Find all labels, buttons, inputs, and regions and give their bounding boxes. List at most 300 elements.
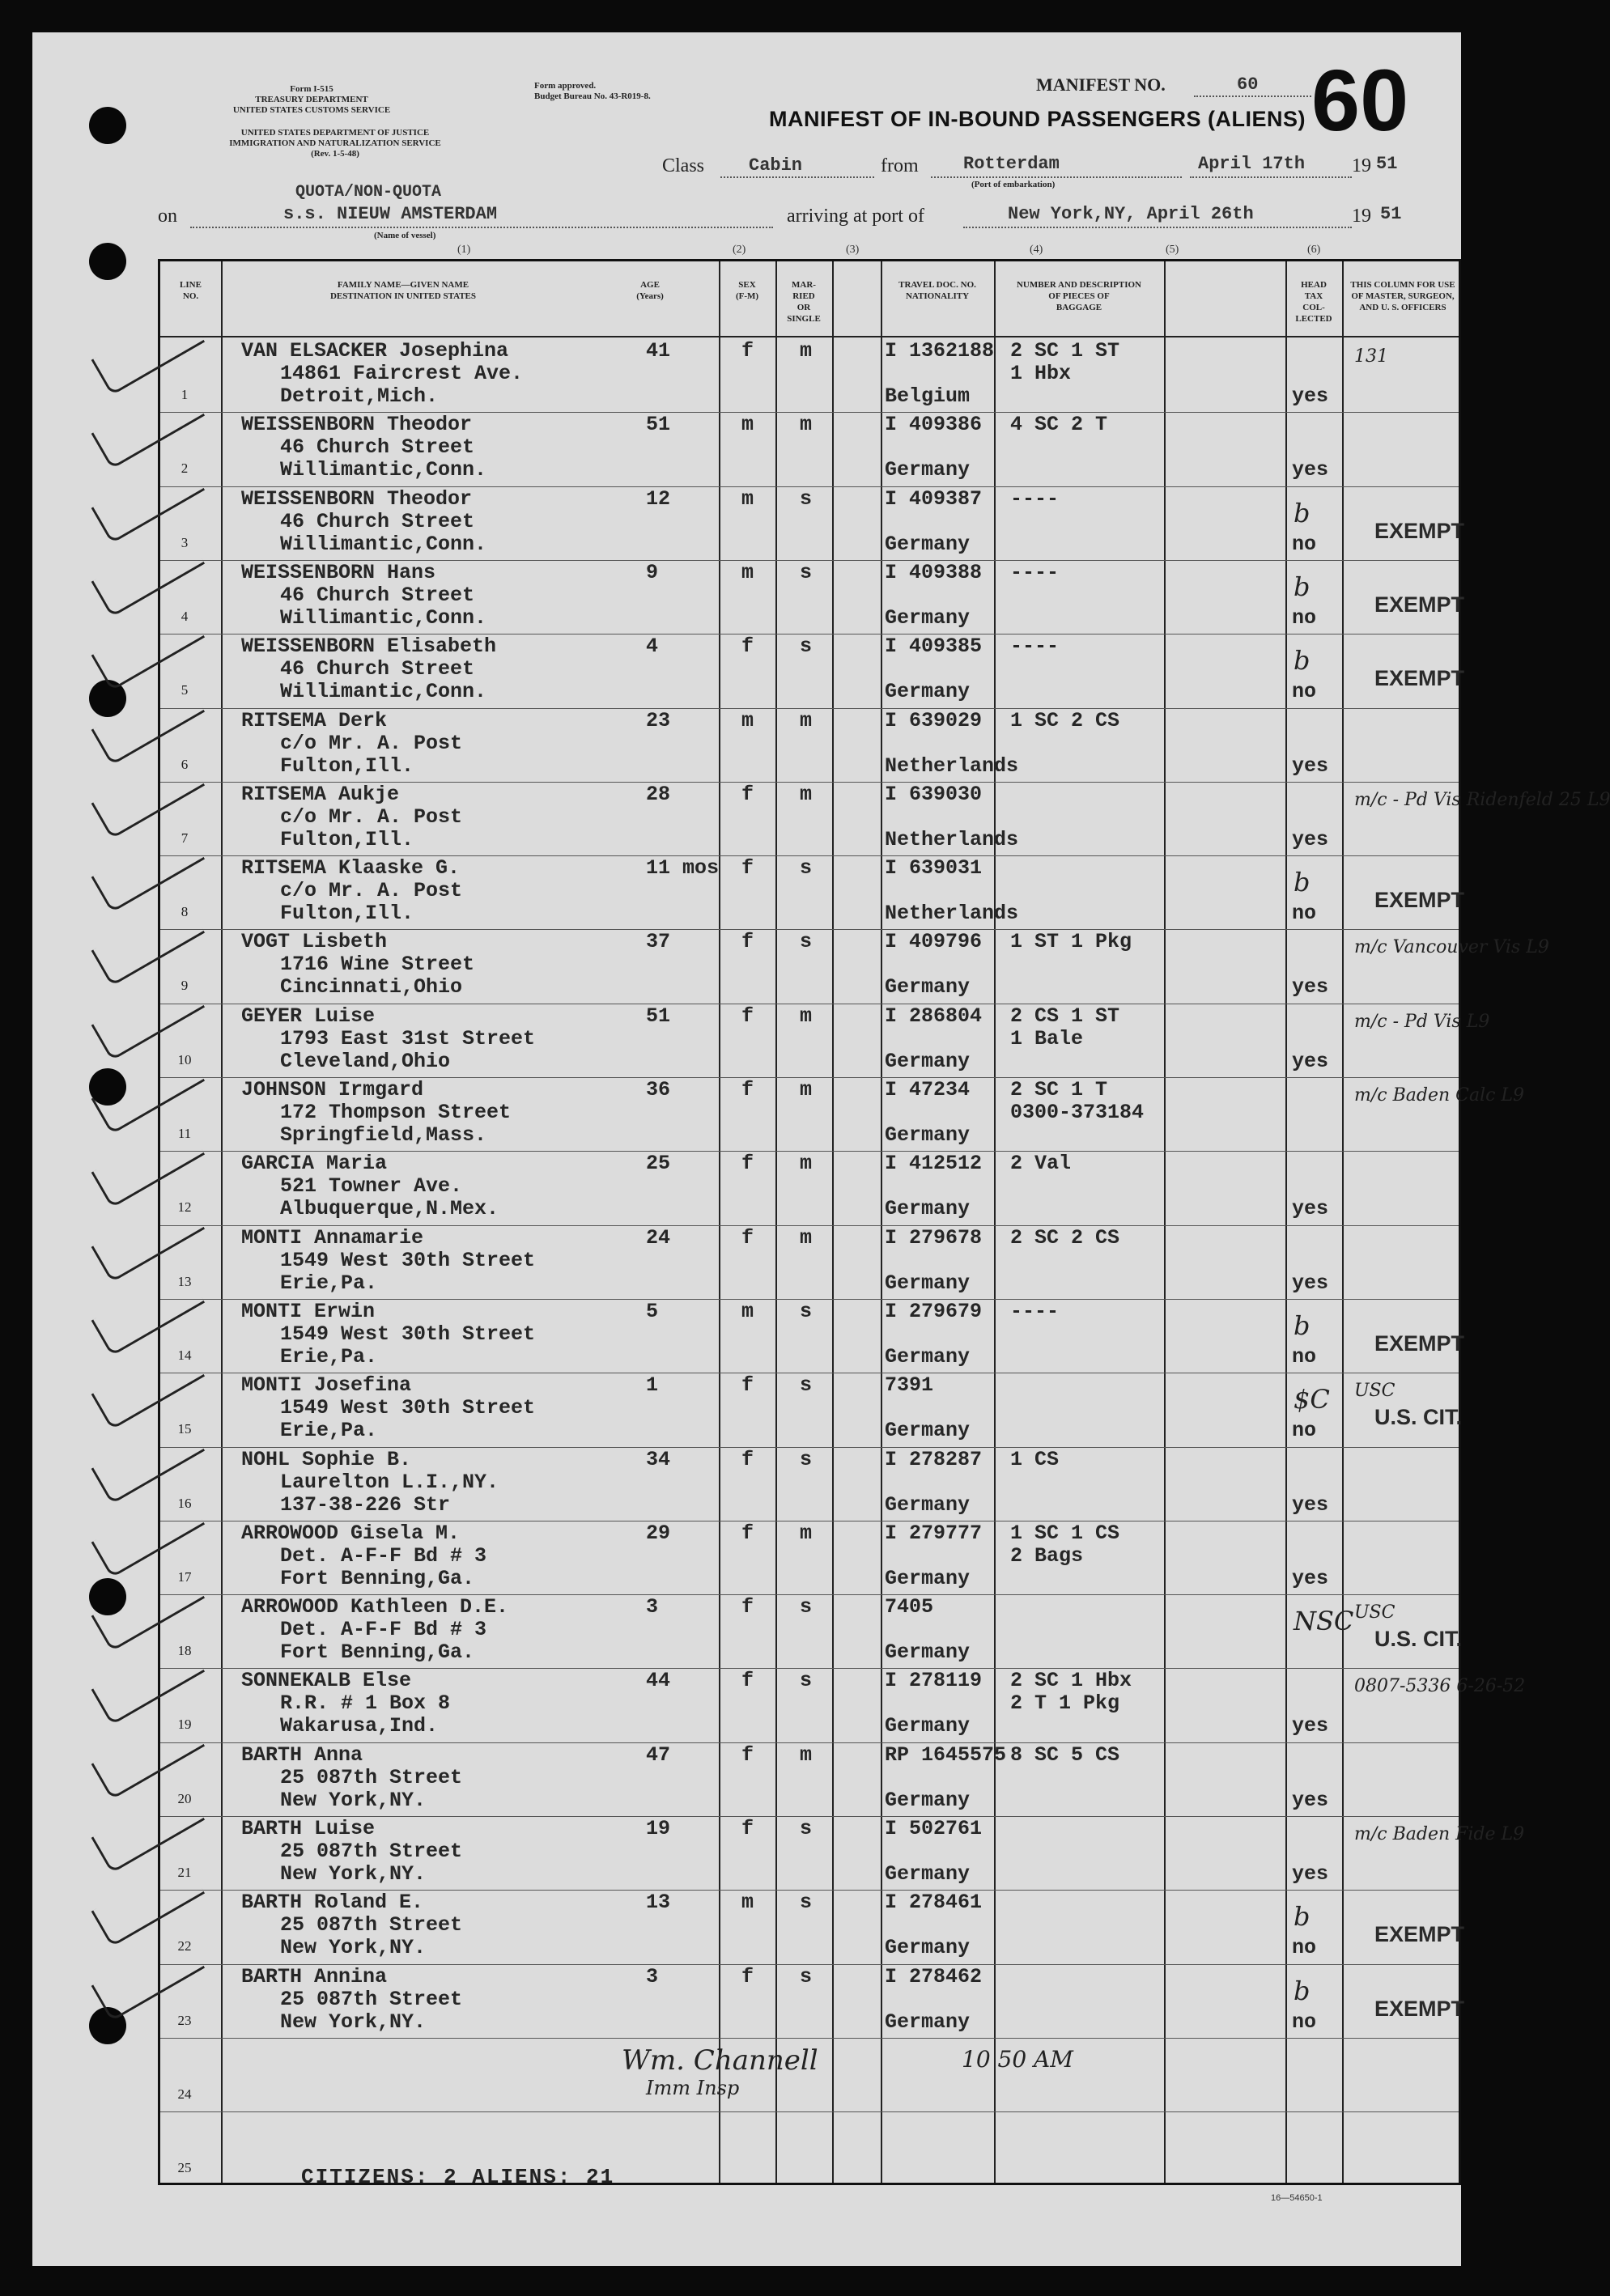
marital-status: s [800,856,813,881]
from-value: Rotterdam [963,154,1060,174]
form-code: 16—54650-1 [1271,2193,1323,2203]
sex: f [741,930,754,954]
year-prefix: 19 [1352,155,1371,176]
travel-document: I 502761 [885,1817,983,1840]
column-header-sex [719,279,775,302]
year-value: 51 [1376,154,1398,174]
marital-status: m [800,413,813,437]
table-row [160,1668,1526,1742]
head-tax-mark: b [1294,867,1311,898]
travel-document: I 279777 [885,1521,983,1545]
column-header-line-no [160,279,221,302]
head-tax-mark: b [1294,571,1311,602]
line-number: 10 [177,1051,192,1067]
address-line-2: Fulton,Ill. [280,902,414,926]
age: 1 [646,1373,659,1398]
age: 51 [646,413,671,437]
manifest-big-number: 60 [1311,51,1409,149]
line-number: 17 [177,1568,192,1585]
column-header-name [221,279,585,302]
sex: f [741,782,754,806]
age: 11 mos [646,856,720,881]
marital-status: s [800,560,813,584]
baggage-line-2: 2 T 1 Pkg [1010,1691,1120,1716]
address-line-2: 137-38-226 Str [280,1492,451,1517]
sex: f [741,1742,754,1767]
column-header-married [775,279,832,325]
column-number: (2) [733,244,746,256]
passenger-name: GARCIA Maria [241,1152,388,1176]
nationality: Germany [885,1714,971,1738]
nationality: Germany [885,2010,971,2034]
head-tax-collected: yes [1292,1566,1329,1590]
marital-status: m [800,1078,813,1101]
marital-status: s [800,634,813,659]
column-header-text: (Years) [636,291,664,301]
form-designation [223,84,401,116]
sex: f [741,1004,754,1028]
head-tax-collected: yes [1292,384,1329,408]
nationality: Germany [885,1788,971,1812]
age: 25 [646,1152,671,1176]
column-number: (4) [1030,244,1043,256]
budget-bureau-number: Budget Bureau No. 43-R019-8. [534,91,651,101]
baggage-line-1: 1 ST 1 Pkg [1010,930,1132,954]
head-tax-collected: yes [1292,1197,1329,1221]
passenger-name: RITSEMA Klaaske G. [241,856,461,881]
nationality: Germany [885,532,971,556]
travel-document: I 409796 [885,930,983,954]
sex: f [741,1595,754,1619]
baggage-line-1: 2 SC 1 T [1010,1078,1108,1101]
address-line-1: 14861 Faircrest Ave. [280,362,524,385]
table-row [160,782,1610,855]
travel-document: 7405 [885,1595,934,1619]
passenger-name: ARROWOOD Gisela M. [241,1521,461,1545]
column-header-text: LECTED [1295,314,1332,324]
line-number: 8 [181,904,189,920]
nationality: Germany [885,975,971,999]
passenger-name: MONTI Annamarie [241,1225,424,1250]
exempt-stamp: EXEMPT [1374,1996,1465,2021]
line-number: 7 [181,830,189,846]
table-row [160,1004,1490,1077]
marital-status: s [800,1299,813,1323]
marital-status: m [800,1004,813,1028]
marital-status: s [800,1891,813,1915]
travel-document: I 409385 [885,634,983,659]
baggage-line-2: 2 Bags [1010,1543,1084,1568]
head-tax-collected: no [1292,1419,1317,1443]
from-line [931,176,1182,178]
officer-note: m/c Vancouver Vis L9 [1354,937,1549,958]
vessel-caption: (Name of vessel) [374,231,436,240]
age: 24 [646,1225,671,1250]
head-tax-collected: yes [1292,1271,1329,1295]
address-line-1: 1549 West 30th Street [280,1322,536,1346]
address-line-1: 46 Church Street [280,583,475,607]
table-row [160,1521,1463,1594]
nationality: Germany [885,1419,971,1443]
treasury-department: TREASURY DEPARTMENT [255,95,368,104]
age: 34 [646,1447,671,1471]
table-row [160,1225,1463,1299]
travel-document: I 639029 [885,708,983,732]
column-header-text: TRAVEL DOC. NO. [898,280,976,290]
nationality: Germany [885,1049,971,1073]
head-tax-collected: yes [1292,1788,1329,1812]
head-tax-collected: no [1292,605,1317,630]
nationality: Germany [885,1640,971,1665]
marital-status: m [800,1742,813,1767]
column-header-baggage [994,279,1164,313]
line-number: 13 [177,1273,192,1289]
nationality: Germany [885,1862,971,1886]
head-tax-collected: yes [1292,458,1329,482]
table-row [160,634,1463,707]
age: 51 [646,1004,671,1028]
head-tax-collected: yes [1292,975,1329,999]
sex: f [741,634,754,659]
column-header-travel-doc [881,279,994,302]
head-tax-collected: yes [1292,1492,1329,1517]
nationality: Netherlands [885,753,1019,778]
marital-status: s [800,486,813,511]
address-line-1: 46 Church Street [280,657,475,681]
nationality: Germany [885,1936,971,1960]
column-header-text: OF MASTER, SURGEON, [1351,291,1455,301]
page-title: MANIFEST OF IN-BOUND PASSENGERS (ALIENS) [769,107,1306,131]
baggage-line-1: 8 SC 5 CS [1010,1742,1120,1767]
head-tax-mark: b [1294,1975,1311,2006]
sex: m [741,1891,754,1915]
line-number: 25 [177,2160,192,2176]
head-tax-collected: yes [1292,1862,1329,1886]
table-row [160,486,1463,560]
table-row [160,855,1463,929]
column-header-text: COL- [1302,303,1325,312]
column-header-text: NO. [182,291,199,301]
baggage-line-2: 0300-373184 [1010,1101,1145,1124]
age: 36 [646,1078,671,1101]
column-header-text: (F-M) [735,291,759,301]
sex: f [741,1669,754,1693]
sex: f [741,1225,754,1250]
passenger-table [158,259,1610,2185]
passenger-name: WEISSENBORN Theodor [241,413,473,437]
officer-note: USC [1354,1602,1395,1623]
nationality: Germany [885,1492,971,1517]
column-number: (3) [846,244,860,256]
head-tax-collected: no [1292,902,1317,926]
address-line-2: Erie,Pa. [280,1271,378,1295]
officer-note: m/c - Pd Vis Ridenfeld 25 L9 [1354,789,1610,810]
travel-document: I 639030 [885,782,983,806]
table-row [160,1816,1525,1890]
officer-note: USC [1354,1381,1395,1402]
age: 41 [646,339,671,363]
line-number: 24 [177,2086,192,2102]
sex: f [741,1373,754,1398]
table-row [160,1373,1463,1446]
header-divider [160,336,1459,337]
address-line-2: Albuquerque,N.Mex. [280,1197,499,1221]
travel-document: I 639031 [885,856,983,881]
age: 13 [646,1891,671,1915]
address-line-1: 25 087th Street [280,1913,463,1937]
column-header-text: BAGGAGE [1056,303,1102,312]
sex: f [741,1447,754,1471]
column-header-text: SEX [738,280,756,290]
address-line-1: 46 Church Street [280,509,475,533]
address-line-1: 46 Church Street [280,435,475,460]
travel-document: RP 1645575 [885,1742,1007,1767]
marital-status: m [800,1521,813,1545]
age: 28 [646,782,671,806]
approval-block [534,81,651,102]
baggage-line-1: ---- [1010,560,1060,584]
exempt-stamp: EXEMPT [1374,518,1465,543]
nationality: Netherlands [885,902,1019,926]
passenger-name: BARTH Roland E. [241,1891,424,1915]
line-number: 5 [181,682,189,698]
column-header-age [614,279,686,302]
inspector-signature: Wm. Channell [622,2043,818,2077]
column-header-text: AGE [640,280,660,290]
passenger-name: WEISSENBORN Theodor [241,486,473,511]
age: 12 [646,486,671,511]
manifest-no-label: MANIFEST NO. [1036,74,1166,95]
baggage-line-1: 2 Val [1010,1152,1072,1176]
table-row [160,560,1463,634]
age: 47 [646,1742,671,1767]
column-header-text: SINGLE [787,314,821,324]
class-value: Cabin [749,155,803,176]
travel-document: I 1362188 [885,339,995,363]
address-line-2: Willimantic,Conn. [280,680,487,704]
head-tax-collected: no [1292,1344,1317,1369]
table-row [160,1742,1463,1816]
table-row [160,929,1549,1003]
travel-document: I 412512 [885,1152,983,1176]
line-number: 4 [181,608,189,624]
age: 29 [646,1521,671,1545]
address-line-1: 172 Thompson Street [280,1101,512,1124]
marital-status: m [800,1225,813,1250]
line-number: 9 [181,978,189,994]
address-line-1: 1793 East 31st Street [280,1026,536,1050]
table-row [160,412,1463,486]
sex: f [741,1078,754,1101]
officer-note: 0807-5336 6-26-52 [1354,1676,1526,1697]
nationality: Germany [885,1566,971,1590]
age: 37 [646,930,671,954]
marital-status: s [800,1669,813,1693]
nationality: Germany [885,1271,971,1295]
head-tax-collected: no [1292,1936,1317,1960]
age: 3 [646,1964,659,1988]
address-line-2: Cincinnati,Ohio [280,975,463,999]
vessel-line [190,227,773,228]
on-label: on [158,206,177,227]
age: 19 [646,1817,671,1840]
address-line-1: c/o Mr. A. Post [280,804,463,829]
column-header-text: NATIONALITY [905,291,970,301]
baggage-line-1: 1 CS [1010,1447,1060,1471]
line-number: 21 [177,1865,192,1880]
exempt-stamp: EXEMPT [1374,666,1465,691]
marital-status: s [800,930,813,954]
inspector-title: Imm Insp [646,2076,740,2099]
passenger-name: VOGT Lisbeth [241,930,388,954]
column-header-text: NUMBER AND DESCRIPTION [1016,280,1142,290]
nationality: Netherlands [885,827,1019,851]
nationality: Germany [885,458,971,482]
baggage-line-1: ---- [1010,486,1060,511]
travel-document: I 409386 [885,413,983,437]
arriving-label: arriving at port of [787,206,924,227]
manifest-no-line [1194,95,1311,97]
marital-status: m [800,1152,813,1176]
table-row [160,1299,1463,1373]
line-number: 18 [177,1643,192,1659]
marital-status: m [800,339,813,363]
address-line-2: Wakarusa,Ind. [280,1714,439,1738]
binder-hole [89,243,126,280]
address-line-2: Erie,Pa. [280,1419,378,1443]
table-row [160,1447,1463,1521]
address-line-2: Erie,Pa. [280,1344,378,1369]
sex: f [741,1964,754,1988]
baggage-line-1: 2 SC 1 ST [1010,339,1120,363]
address-line-2: New York,NY. [280,1788,427,1812]
column-header-text: TAX [1304,291,1323,301]
line-number: 11 [177,1126,192,1141]
table-row [160,1890,1463,1963]
column-header-text: OF PIECES OF [1048,291,1110,301]
table-row [160,338,1463,412]
travel-document: I 279678 [885,1225,983,1250]
address-line-2: Fort Benning,Ga. [280,1566,475,1590]
sex: m [741,413,754,437]
address-line-1: 1549 West 30th Street [280,1248,536,1272]
marital-status: s [800,1964,813,1988]
table-row [160,708,1463,782]
passenger-name: WEISSENBORN Hans [241,560,436,584]
sex: f [741,1152,754,1176]
marital-status: m [800,782,813,806]
address-line-2: New York,NY. [280,1862,427,1886]
inspection-time: 10 50 AM [962,2045,1073,2073]
address-line-1: c/o Mr. A. Post [280,731,463,755]
head-tax-collected: no [1292,680,1317,704]
address-line-2: Cleveland,Ohio [280,1049,451,1073]
arrival-year-value: 51 [1380,204,1402,224]
head-tax-mark: b [1294,1901,1311,1933]
nationality: Germany [885,680,971,704]
line-number: 6 [181,756,189,772]
table-row [160,1964,1463,2038]
head-tax-collected: yes [1292,753,1329,778]
line-number: 3 [181,534,189,550]
baggage-line-1: ---- [1010,1299,1060,1323]
officer-note: m/c - Pd Vis L9 [1354,1011,1490,1032]
address-line-1: Det. A-F-F Bd # 3 [280,1618,487,1642]
exempt-stamp: EXEMPT [1374,888,1465,913]
vessel-value: s.s. NIEUW AMSTERDAM [283,204,498,224]
address-line-2: Willimantic,Conn. [280,458,487,482]
department-block [160,128,510,159]
baggage-line-1: 1 SC 1 CS [1010,1521,1120,1545]
passenger-name: RITSEMA Aukje [241,782,400,806]
binder-hole [89,107,126,144]
sex: f [741,1521,754,1545]
address-line-2: New York,NY. [280,1936,427,1960]
address-line-2: New York,NY. [280,2010,427,2034]
marital-status: s [800,1817,813,1840]
nationality: Germany [885,1123,971,1147]
column-header-head-tax [1285,279,1342,325]
column-header-text: THIS COLUMN FOR USE [1350,280,1455,290]
address-line-1: 1716 Wine Street [280,953,475,977]
age: 9 [646,560,659,584]
travel-document: I 279679 [885,1299,983,1323]
address-line-1: R.R. # 1 Box 8 [280,1691,451,1716]
table-row [160,1077,1525,1151]
passenger-name: ARROWOOD Kathleen D.E. [241,1595,509,1619]
address-line-2: Fulton,Ill. [280,753,414,778]
address-line-2: Detroit,Mich. [280,384,439,408]
address-line-2: Willimantic,Conn. [280,532,487,556]
exempt-stamp: EXEMPT [1374,1330,1465,1356]
head-tax-mark: b [1294,497,1311,528]
passenger-name: BARTH Anna [241,1742,363,1767]
line-number: 23 [177,2012,192,2028]
head-tax-collected: no [1292,2010,1317,2034]
sex: m [741,1299,754,1323]
address-line-2: Willimantic,Conn. [280,605,487,630]
baggage-line-1: 4 SC 2 T [1010,413,1108,437]
passenger-name: RITSEMA Derk [241,708,388,732]
column-header-officers [1342,279,1463,313]
travel-document: I 278461 [885,1891,983,1915]
address-line-1: Det. A-F-F Bd # 3 [280,1543,487,1568]
age: 23 [646,708,671,732]
quota-value: QUOTA/NON-QUOTA [295,183,442,202]
baggage-line-1: 1 SC 2 CS [1010,708,1120,732]
column-header-text: OR [797,303,811,312]
line-number: 19 [177,1717,192,1733]
passenger-name: MONTI Josefina [241,1373,412,1398]
head-tax-mark: b [1294,1309,1311,1341]
officer-note: 131 [1354,346,1388,367]
passenger-name: JOHNSON Irmgard [241,1078,424,1101]
sex: f [741,339,754,363]
manifest-no-value: 60 [1237,74,1259,95]
travel-document: I 278119 [885,1669,983,1693]
arrival-year-prefix: 19 [1352,206,1371,227]
address-line-2: Fort Benning,Ga. [280,1640,475,1665]
address-line-2: Fulton,Ill. [280,827,414,851]
totals-line: CITIZENS: 2 ALIENS: 21 [301,2165,615,2189]
age: 5 [646,1299,659,1323]
travel-document: I 278287 [885,1447,983,1471]
arrival-value: New York,NY, April 26th [1008,204,1254,224]
column-number: (1) [457,244,471,256]
address-line-1: 1549 West 30th Street [280,1396,536,1420]
head-tax-collected: yes [1292,1049,1329,1073]
marital-status: s [800,1595,813,1619]
